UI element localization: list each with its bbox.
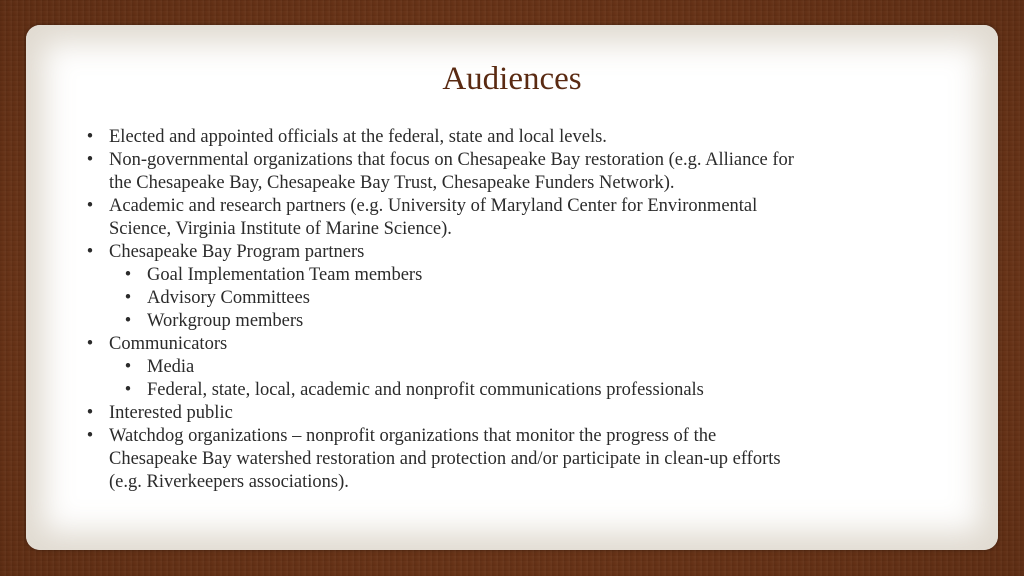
list-item-text: Academic and research partners (e.g. University of Maryland Center for Environmental Science, Virginia Institute of Marine Science). [109,196,758,239]
sub-list-item-text: Workgroup members [147,311,304,331]
list-item [84,126,804,149]
sub-list-item-text: Media [147,357,195,377]
list-item [84,241,804,333]
bullet-icon: • [86,242,94,262]
list-item [84,425,804,494]
sub-list-item [122,379,804,402]
bullet-icon: • [124,288,132,308]
list-item-text: Watchdog organizations – nonprofit organizations that monitor the progress of the Chesapeake Bay watershed restoration and protection and/or participate in clean-up efforts (e.g. Riverkeepers associations). [109,426,781,492]
sub-list-item [122,264,804,287]
list-item-text: Communicators [109,334,228,354]
list-item-text: Elected and appointed officials at the federal, state and local levels. [109,127,607,147]
sub-list [122,264,804,333]
bullet-list [84,126,804,494]
list-item-text: Chesapeake Bay Program partners [109,242,365,262]
bullet-icon: • [86,196,94,216]
sub-list-item-text: Advisory Committees [147,288,310,308]
sub-list-item-text: Goal Implementation Team members [147,265,423,285]
list-item-text: Interested public [109,403,233,423]
bullet-icon: • [86,334,94,354]
sub-list-item [122,287,804,310]
bullet-icon: • [86,403,94,423]
bullet-icon: • [124,357,132,377]
slide-title: Audiences [442,61,582,97]
sub-list [122,356,804,402]
bullet-icon: • [86,426,94,446]
sub-list-item [122,356,804,379]
sub-list-item [122,310,804,333]
list-item [84,333,804,402]
bullet-icon: • [86,127,94,147]
list-item [84,195,804,241]
bullet-icon: • [86,150,94,170]
sub-list-item-text: Federal, state, local, academic and nonprofit communications professionals [147,380,704,400]
list-item [84,149,804,195]
bullet-icon: • [124,311,132,331]
bullet-icon: • [124,265,132,285]
list-item-text: Non-governmental organizations that focus on Chesapeake Bay restoration (e.g. Alliance for the Chesapeake Bay, Chesapeake Bay Trust, Chesapeake Funders Network). [109,150,794,193]
bullet-icon: • [124,380,132,400]
list-item [84,402,804,425]
slide-card [26,25,998,550]
